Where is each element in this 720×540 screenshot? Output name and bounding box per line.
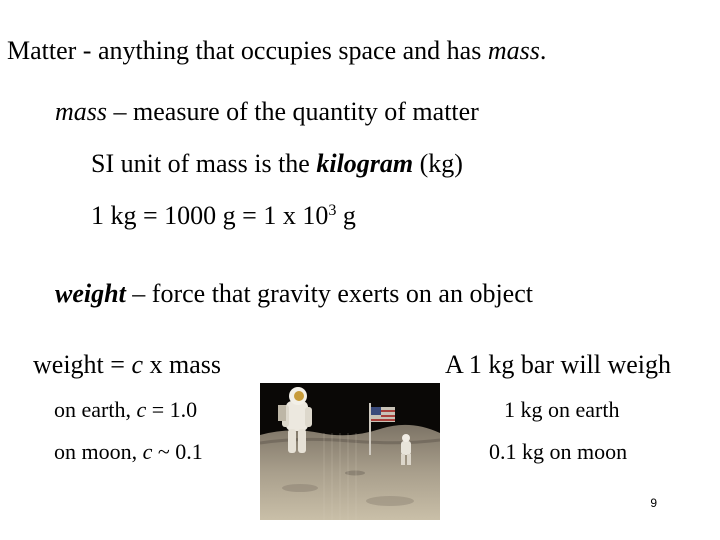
moon-value: ~ 0.1 — [152, 439, 203, 464]
earth-coefficient — [54, 399, 197, 421]
weight-definition — [55, 281, 533, 307]
weight-term: weight — [55, 279, 126, 308]
moon-weight: 0.1 kg on moon — [489, 439, 628, 464]
formula-text: weight = — [33, 350, 132, 379]
moon-photo-image — [260, 383, 440, 520]
earth-variable: c — [136, 397, 147, 422]
mass-term: mass — [55, 97, 108, 126]
formula-mass: x mass — [142, 350, 221, 379]
earth-weight: 1 kg on earth — [504, 397, 620, 422]
conversion-exponent: 3 — [328, 202, 337, 220]
conversion-text: 1 kg = 1000 g = 1 x 10 — [91, 201, 329, 230]
astronaut-on-moon-photo — [260, 383, 440, 520]
earth-text: on earth, — [54, 397, 137, 422]
bar-weigh-heading: A 1 kg bar will weigh — [445, 350, 672, 379]
matter-definition-text: Matter - anything that occupies space and has — [7, 36, 488, 65]
si-unit-text: SI unit of mass is the — [91, 149, 317, 178]
page-number: 9 — [650, 496, 657, 510]
earth-value: = 1.0 — [146, 397, 198, 422]
mass-emphasis: mass — [487, 36, 540, 65]
moon-variable: c — [142, 439, 153, 464]
conversion-line — [91, 203, 356, 229]
moon-coefficient — [54, 441, 203, 463]
kilogram-emphasis: kilogram — [316, 149, 414, 178]
matter-definition — [7, 38, 546, 64]
definition-period: . — [539, 36, 547, 65]
si-unit-line — [91, 151, 463, 177]
weight-definition-text: – force that gravity exerts on an object — [125, 279, 533, 308]
moon-text: on moon, — [54, 439, 143, 464]
formula-variable: c — [131, 350, 143, 379]
mass-definition-text: – measure of the quantity of matter — [107, 97, 479, 126]
si-unit-abbrev: (kg) — [413, 149, 463, 178]
weight-formula — [33, 352, 221, 378]
conversion-unit: g — [336, 201, 356, 230]
mass-definition — [55, 99, 479, 125]
